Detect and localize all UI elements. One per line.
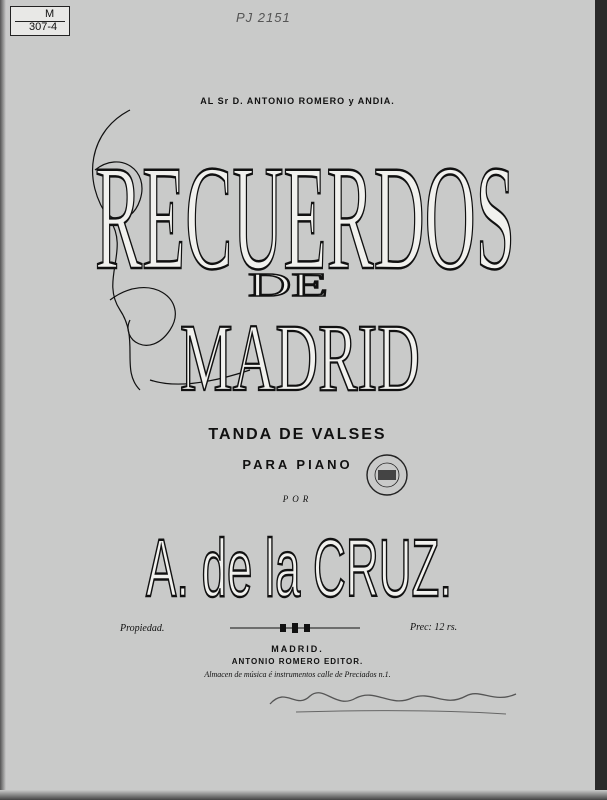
composer-name: A. de la CRUZ. xyxy=(146,523,452,604)
imprint-store: Almacen de música é instrumentos calle de Preciados n.1. xyxy=(204,670,391,679)
shelfmark-line2: 307-4 xyxy=(29,21,58,33)
by-label: POR xyxy=(282,494,313,504)
imprint-city: MADRID. xyxy=(271,644,324,654)
title-line-recuerdos: RECUERDOS xyxy=(95,135,515,301)
rights-notice: Propiedad. xyxy=(120,623,165,634)
composer-block xyxy=(140,520,460,604)
library-stamp xyxy=(364,452,410,498)
dedication: AL Sr D. ANTONIO ROMERO y ANDIA. xyxy=(200,96,395,106)
ornamental-rule xyxy=(230,622,360,634)
title-line-madrid: MADRID xyxy=(180,304,420,411)
subtitle: TANDA DE VALSES xyxy=(208,426,387,443)
pencil-catalog-note: PJ 2151 xyxy=(236,10,291,25)
handwritten-signature xyxy=(266,680,526,720)
page-bottom-shadow xyxy=(0,790,607,800)
shelfmark-line1: M xyxy=(45,8,55,20)
title-line-de: DE xyxy=(248,267,328,304)
price: Prec: 12 rs. xyxy=(410,622,458,633)
imprint-publisher: ANTONIO ROMERO EDITOR. xyxy=(231,657,364,666)
instrument: PARA PIANO xyxy=(242,457,353,472)
